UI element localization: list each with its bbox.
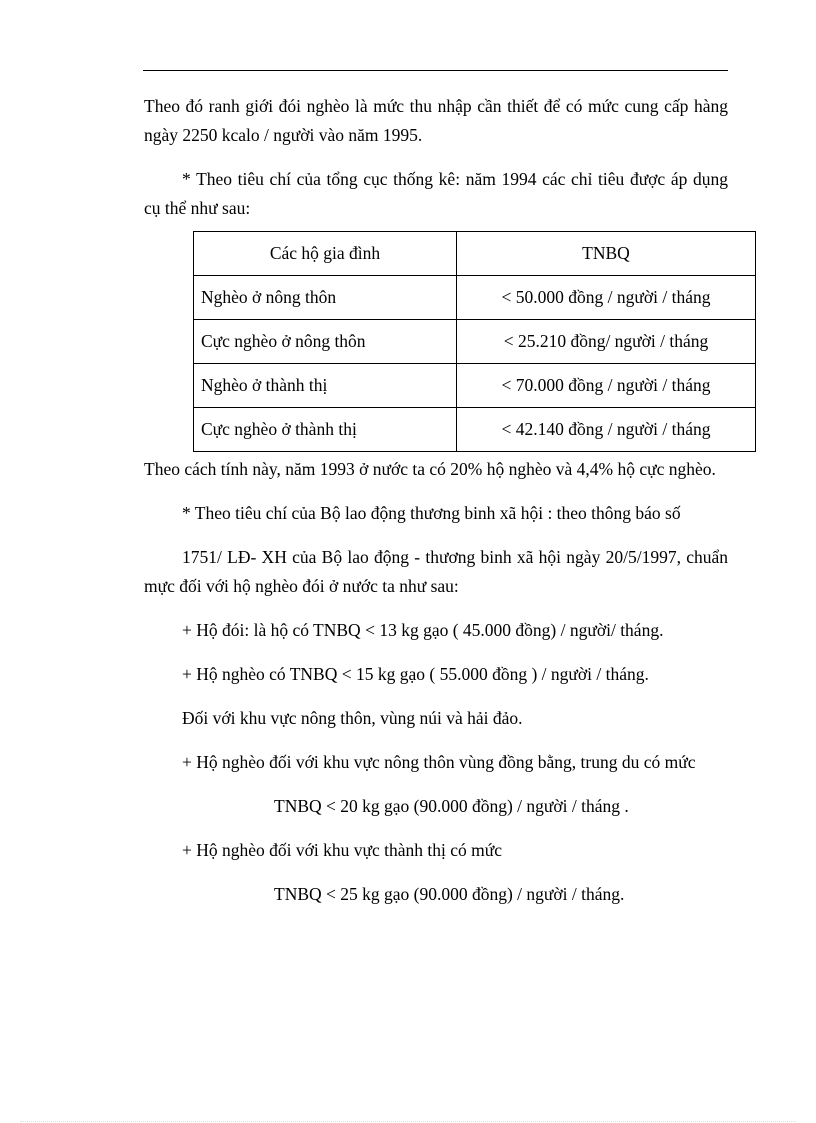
table-cell: Nghèo ở nông thôn [194,276,457,320]
table-cell: Cực nghèo ở thành thị [194,408,457,452]
paragraph-notice-1751: 1751/ LĐ- XH của Bộ lao động - thương binh xã hội ngày 20/5/1997, chuẩn mực đối với hộ nghèo đói ở nước ta như sau: [144,547,728,596]
table-cell: < 70.000 đồng / người / tháng [457,364,756,408]
paragraph-poor-household: + Hộ nghèo có TNBQ < 15 kg gạo ( 55.000 đồng ) / người / tháng. [182,664,649,684]
table-header-row [194,232,756,276]
table-cell: Cực nghèo ở nông thôn [194,320,457,364]
paragraph-poverty-line: Theo đó ranh giới đói nghèo là mức thu nhập cần thiết để có mức cung cấp hàng ngày 2250 kcalo / người vào năm 1995. [144,96,728,145]
table-header-cell: TNBQ [457,232,756,276]
table-header-cell: Các hộ gia đình [194,232,457,276]
paragraph-urban-poor: + Hộ nghèo đối với khu vực thành thị có mức [182,840,502,860]
table-cell: < 25.210 đồng/ người / tháng [457,320,756,364]
table-cell: Nghèo ở thành thị [194,364,457,408]
table-row [194,320,756,364]
page-bottom-border [20,1121,796,1122]
paragraph-molisa-criteria: * Theo tiêu chí của Bộ lao động thương binh xã hội : theo thông báo số [182,503,681,523]
paragraph-gso-criteria: * Theo tiêu chí của tổng cục thống kê: năm 1994 các chỉ tiêu được áp dụng cụ thể như sau: [144,169,728,218]
table-cell: < 50.000 đồng / người / tháng [457,276,756,320]
table-row [194,408,756,452]
paragraph-hungry-household: + Hộ đói: là hộ có TNBQ < 13 kg gạo ( 45.000 đồng) / người/ tháng. [182,620,664,640]
table-cell: < 42.140 đồng / người / tháng [457,408,756,452]
paragraph-rural-threshold: TNBQ < 20 kg gạo (90.000 đồng) / người / tháng . [274,796,629,816]
paragraph-rural-areas: Đối với khu vực nông thôn, vùng núi và hải đảo. [182,708,523,728]
paragraph-rural-poor: + Hộ nghèo đối với khu vực nông thôn vùng đồng bằng, trung du có mức [182,752,696,772]
poverty-criteria-table [193,231,756,452]
table-row [194,364,756,408]
paragraph-urban-threshold: TNBQ < 25 kg gạo (90.000 đồng) / người / tháng. [274,884,625,904]
header-rule [143,70,728,71]
paragraph-1993-rate: Theo cách tính này, năm 1993 ở nước ta có 20% hộ nghèo và 4,4% hộ cực nghèo. [144,459,716,479]
table-row [194,276,756,320]
document-body [144,92,728,909]
